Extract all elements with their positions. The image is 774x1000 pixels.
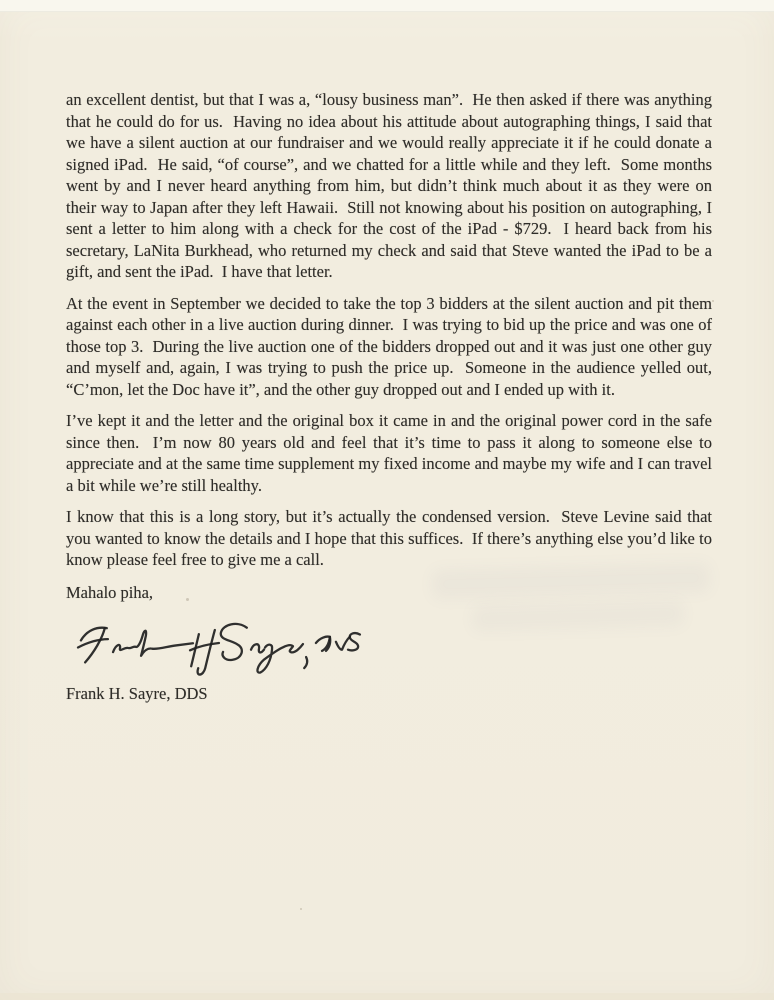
paper-speck — [186, 598, 189, 601]
letter-paragraph-2: At the event in September we decided to take the top 3 bidders at the silent auction and pit them against each other in a live auction during dinner. I was trying to bid up the price and was one of those top 3. During the live auction one of the bidders dropped out and it was just one other guy and myself and, again, I was trying to push the price up. Someone in the audience yelled out, “C’mon, let the Doc have it”, and the other guy dropped out and I ended up with it. — [66, 293, 717, 399]
letter-closing: Mahalo piha, — [66, 582, 154, 602]
scan-edge-top — [0, 0, 774, 12]
paper-speck — [712, 300, 714, 302]
signature-ink-strokes — [72, 615, 365, 680]
letter-body — [66, 89, 717, 705]
letter-paragraph-1: an excellent dentist, but that I was a, “lousy business man”. He then asked if there was anything that he could do for us. Having no idea about his attitude about autographing things, I said that we have a silent auction at our fundraiser and we would really appreciate it if he could donate a signed iPad. He said, “of course”, and we chatted for a little while and they left. Some months went by and I never heard anything from him, but didn’t think much about it as they were on their way to Japan after they left Hawaii. Still not knowing about his position on autographing, I sent a letter to him along with a check for the cost of the iPad - $729. I heard back from his secretary, LaNita Burkhead, who returned my check and said that Steve wanted the iPad to be a gift, and sent the iPad. I have that letter. — [66, 90, 717, 281]
letter-paragraph-3: I’ve kept it and the letter and the original box it came in and the original power cord in the safe since then. I’m now 80 years old and feel that it’s time to pass it along to someone else to appreciate and at the same time supplement my fixed income and maybe my wife and I can travel a bit while we’re still healthy. — [66, 411, 717, 495]
scan-edge-bottom — [0, 993, 774, 1000]
typed-name: Frank H. Sayre, DDS — [66, 684, 208, 703]
paper-speck — [300, 908, 302, 910]
letter-paragraph-4: I know that this is a long story, but it’s actually the condensed version. Steve Levine said that you wanted to know the details and I hope that this suffices. If there’s anything else you’d like to know please feel free to give me a call. — [66, 507, 717, 569]
handwritten-signature — [72, 615, 365, 680]
